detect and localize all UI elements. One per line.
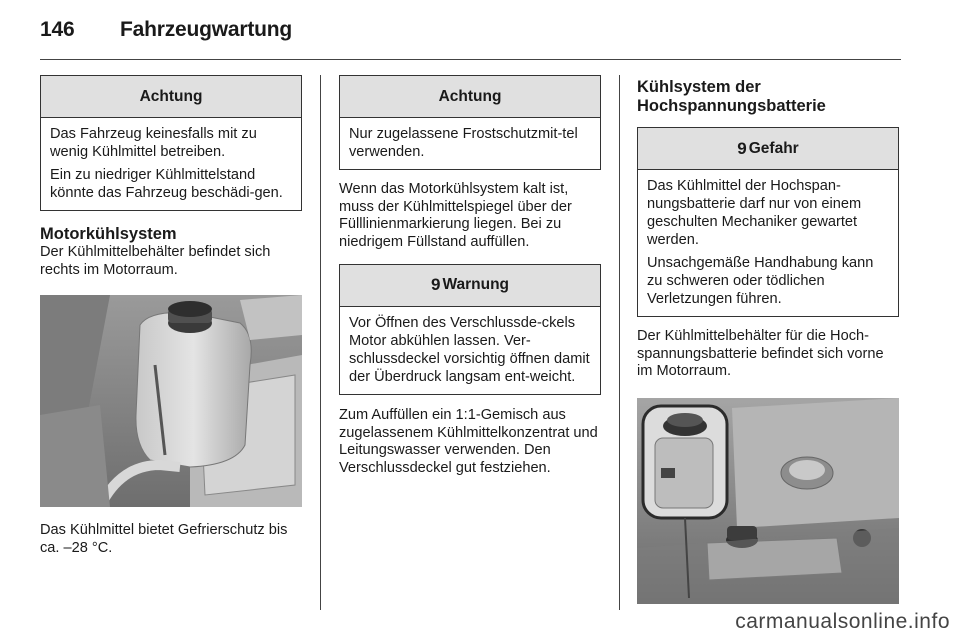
section-heading-hv-cooling-line2: Hochspannungsbatterie (637, 97, 826, 115)
page-number: 146 (40, 18, 75, 41)
engine-bay-illustration (40, 295, 302, 507)
antifreeze-caption: Das Kühlmittel bietet Gefrierschutz bis ca. –28 °C. (40, 522, 288, 557)
danger-paragraph: Unsachgemäße Handhabung kann zu schweren oder tödlichen Verletzungen führen. (647, 255, 874, 307)
coolant-reservoir-photo (40, 295, 302, 507)
engine-cooling-intro: Der Kühlmittelbehälter befindet sich rechts im Motorraum. (40, 244, 271, 278)
section-heading-hv-cooling-line1: Kühlsystem der (637, 78, 761, 96)
warning-triangle-icon: 9 (430, 275, 441, 295)
caution-box-body (41, 118, 301, 210)
section-heading-engine-cooling: Motorkühlsystem (40, 225, 177, 243)
caution-box-title: Achtung (41, 76, 301, 118)
column-2 (339, 75, 601, 478)
hv-coolant-intro: Der Kühlmittelbehälter für die Hoch-spannungsbatterie befindet sich vorne im Motorraum. (637, 328, 884, 380)
caution-paragraph: Nur zugelassene Frostschutzmit-tel verwenden. (349, 126, 578, 160)
caution-box-title: Achtung (340, 76, 600, 118)
danger-paragraph: Das Kühlmittel der Hochspan-nungsbatterie darf nur von einem geschulten Mechaniker gewartet werden. (647, 178, 862, 248)
danger-box-body (638, 170, 898, 316)
engine-bay-illustration (637, 398, 899, 604)
warning-title-text: Warnung (442, 276, 510, 294)
warning-box (339, 264, 601, 395)
page-title: Fahrzeugwartung (120, 18, 293, 41)
danger-box (637, 127, 899, 317)
caution-paragraph: Das Fahrzeug keinesfalls mit zu wenig Kühlmittel betreiben. (50, 126, 257, 160)
warning-box-body (340, 307, 600, 394)
column-1 (40, 75, 302, 558)
column-divider-2 (619, 75, 620, 610)
danger-title-text: Gefahr (748, 139, 799, 157)
caution-box (40, 75, 302, 211)
coolant-level-paragraph: Wenn das Motorkühlsystem kalt ist, muss der Kühlmittelspiegel über der Fülllinienmarkierung liegen. Bei zu niedrigem Füllstand auffüllen. (339, 181, 572, 251)
warning-triangle-icon: 9 (737, 138, 747, 158)
caution-box (339, 75, 601, 170)
hv-coolant-reservoir-photo (637, 398, 899, 604)
warning-box-title (340, 265, 600, 307)
caution-box-body (340, 118, 600, 169)
danger-box-title (638, 128, 898, 170)
column-3 (637, 75, 899, 604)
column-divider-1 (320, 75, 321, 610)
refill-paragraph: Zum Auffüllen ein 1:1-Gemisch aus zugelassenem Kühlmittelkonzentrat und Leitungswasser verwenden. Den Verschlussdeckel gut festziehen. (339, 406, 598, 476)
watermark-text: carmanualsonline.info (735, 610, 950, 633)
header-rule (40, 59, 901, 60)
warning-paragraph: Vor Öffnen des Verschlussde-ckels Motor abkühlen lassen. Ver-schlussdeckel vorsichtig öffnen damit der Überdruck langsam ent-weicht. (349, 314, 590, 385)
caution-paragraph: Ein zu niedriger Kühlmittelstand könnte das Fahrzeug beschädi-gen. (50, 167, 283, 201)
